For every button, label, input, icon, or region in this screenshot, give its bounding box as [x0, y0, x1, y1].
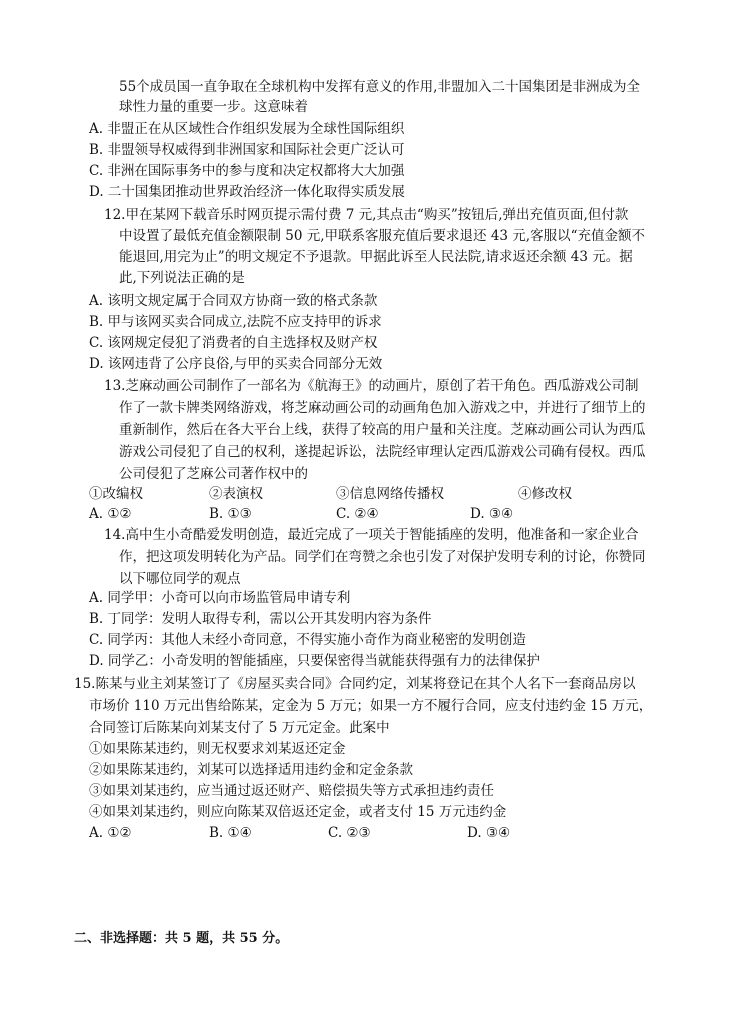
question-stem-line: 重新制作，然后在各大平台上线，获得了较高的用户量和关注度。芝麻动画公司认为西瓜 [119, 422, 646, 438]
question-stem-line: 球性力量的重要一步。这意味着 [119, 99, 308, 115]
question-stem-line: 游戏公司侵犯了自己的权利，遂提起诉讼，法院经审理认定西瓜游戏公司确有侵权。西瓜 [119, 444, 646, 460]
option-a: A. 同学甲：小奇可以向市场监管局申请专利 [89, 590, 351, 606]
option-c: C. 该网规定侵犯了消费者的自主选择权及财产权 [89, 335, 378, 351]
option-a: A. 该明文规定属于合同双方协商一致的格式条款 [89, 293, 378, 309]
statement-item: ④修改权 [518, 486, 572, 502]
option-d: D. ③④ [470, 506, 514, 522]
option-c: C. 同学丙：其他人未经小奇同意，不得实施小奇作为商业秘密的发明创造 [89, 632, 526, 648]
statement-item: ①改编权 [89, 486, 143, 502]
statement-item: ③如果刘某违约，应当通过返还财产、赔偿损失等方式承担违约责任 [89, 783, 494, 799]
question-stem-line: 以下哪位同学的观点 [119, 571, 241, 587]
option-b: B. 非盟领导权威得到非洲国家和国际社会更广泛认可 [89, 142, 405, 158]
option-d: D. 二十国集团推动世界政治经济一体化取得实质发展 [89, 184, 405, 200]
option-b: B. ①③ [209, 506, 252, 522]
option-d: D. 同学乙：小奇发明的智能插座，只要保密得当就能获得强有力的法律保护 [89, 653, 540, 669]
option-b: B. ①④ [209, 825, 252, 841]
option-d: D. ③④ [467, 825, 511, 841]
question-stem-line: 55个成员国一直争取在全球机构中发挥有意义的作用,非盟加入二十国集团是非洲成为全 [119, 79, 640, 95]
question-stem-line: 市场价 110 万元出售给陈某，定金为 5 万元；如果一方不履行合同，应支付违约金 15 万元， [89, 698, 653, 714]
question-stem-line: 能退回,用完为止”的明文规定不予退款。甲据此诉至人民法院,请求返还余额 43 元。据 [119, 249, 633, 265]
statement-item: ④如果刘某违约，则应向陈某双倍返还定金，或者支付 15 万元违约金 [89, 804, 507, 820]
statement-item: ②表演权 [209, 486, 263, 502]
option-b: B. 丁同学：发明人取得专利，需以公开其发明内容为条件 [89, 611, 432, 627]
statement-item: ③信息网络传播权 [336, 486, 444, 502]
option-a: A. ①② [89, 506, 132, 522]
question-stem-line: 中设置了最低充值金额限制 50 元,甲联系客服充值后要求退还 43 元,客服以“充值金额不 [119, 228, 646, 244]
option-a: A. ①② [89, 825, 132, 841]
option-c: C. ②③ [328, 825, 371, 841]
question-stem-line: 作，把这项发明转化为产品。同学们在弯赞之余也引发了对保护发明专利的讨论，你赞同 [119, 549, 646, 565]
section-heading: 二、非选择题：共 5 题，共 55 分。 [74, 931, 289, 946]
question-stem-line: 13.芝麻动画公司制作了一部名为《航海王》的动画片，原创了若干角色。西瓜游戏公司制 [104, 378, 639, 394]
option-c: C. 非洲在国际事务中的参与度和决定权都将大大加强 [89, 163, 405, 179]
question-stem-line: 14.高中生小奇酷爱发明创造，最近完成了一项关于智能插座的发明，他准备和一家企业合 [104, 527, 639, 543]
option-c: C. ②④ [336, 506, 379, 522]
option-d: D. 该网违背了公序良俗,与甲的买卖合同部分无效 [89, 356, 383, 372]
statement-item: ②如果陈某违约，刘某可以选择适用违约金和定金条款 [89, 762, 413, 778]
question-stem-line: 合同签订后陈某向刘某支付了 5 万元定金。此案中 [89, 720, 390, 736]
option-a: A. 非盟正在从区域性合作组织发展为全球性国际组织 [89, 121, 405, 137]
question-stem-line: 作了一款卡牌类网络游戏，将芝麻动画公司的动画角色加入游戏之中，并进行了细节上的 [119, 400, 646, 416]
option-b: B. 甲与该网买卖合同成立,法院不应支持甲的诉求 [89, 314, 382, 330]
question-stem-line: 公司侵犯了芝麻公司著作权中的 [119, 466, 308, 482]
statement-item: ①如果陈某违约，则无权要求刘某返还定金 [89, 741, 346, 757]
question-stem-line: 12.甲在某网下载音乐时网页提示需付费 7 元,其点击“购买”按钮后,弹出充值页面,但付款 [104, 207, 629, 223]
question-stem-line: 此,下列说法正确的是 [119, 270, 245, 286]
question-stem-line: 15.陈某与业主刘某签订了《房屋买卖合同》合同约定，刘某将登记在其个人名下一套商品房以 [74, 676, 636, 692]
